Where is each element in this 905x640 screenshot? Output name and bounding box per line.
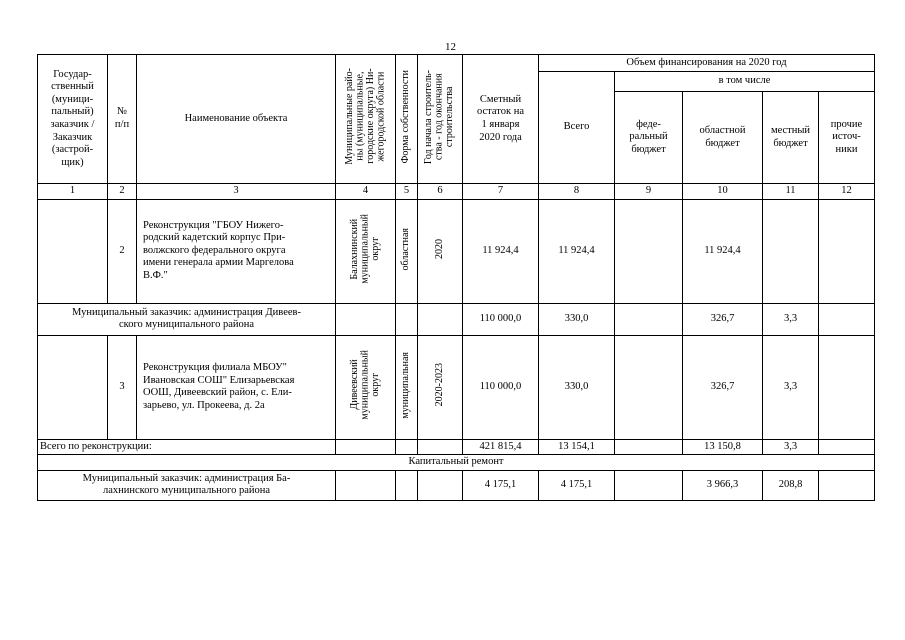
cell-federal bbox=[615, 199, 683, 303]
header-local: местный бюджет bbox=[763, 92, 819, 184]
header-regional: областной бюджет bbox=[683, 92, 763, 184]
section-title: Капитальный ремонт bbox=[38, 455, 875, 471]
cell-num: 2 bbox=[108, 199, 137, 303]
cell-total: 11 924,4 bbox=[539, 199, 615, 303]
cell-local: 208,8 bbox=[763, 470, 819, 500]
cell-regional: 3 966,3 bbox=[683, 470, 763, 500]
cell-regional: 326,7 bbox=[683, 335, 763, 439]
col-number: 11 bbox=[763, 184, 819, 200]
cell-other bbox=[819, 199, 875, 303]
cell-estimated: 110 000,0 bbox=[463, 335, 539, 439]
cell-other bbox=[819, 335, 875, 439]
header-other: прочие источ- ники bbox=[819, 92, 875, 184]
col-number: 6 bbox=[418, 184, 463, 200]
cell-total: 330,0 bbox=[539, 303, 615, 335]
cell-years-text: 2020 bbox=[433, 238, 445, 259]
col-number: 12 bbox=[819, 184, 875, 200]
customer-row bbox=[38, 470, 875, 500]
total-label: Всего по реконструкции: bbox=[38, 439, 336, 455]
col-number: 8 bbox=[539, 184, 615, 200]
header-including: в том числе bbox=[615, 72, 875, 92]
customer-row bbox=[38, 303, 875, 335]
cell-regional: 13 150,8 bbox=[683, 439, 763, 455]
cell-estimated: 421 815,4 bbox=[463, 439, 539, 455]
cell-federal bbox=[615, 439, 683, 455]
header-ownership bbox=[396, 55, 418, 184]
cell-ownership bbox=[396, 303, 418, 335]
table-row bbox=[38, 199, 875, 303]
cell-object-name: Реконструкция "ГБОУ Нижего- родский кадетский корпус При- волжского федерального округа имени генерала армии Маргелова В.Ф." bbox=[137, 199, 336, 303]
header-municipality bbox=[336, 55, 396, 184]
cell-estimated: 4 175,1 bbox=[463, 470, 539, 500]
cell-municipality bbox=[336, 335, 396, 439]
total-row bbox=[38, 439, 875, 455]
cell-federal bbox=[615, 470, 683, 500]
cell-local: 3,3 bbox=[763, 303, 819, 335]
page-number: 12 bbox=[445, 41, 456, 53]
cell-other bbox=[819, 470, 875, 500]
col-number: 1 bbox=[38, 184, 108, 200]
cell-municipality-text: Балахнинский муниципальный округ bbox=[348, 214, 381, 284]
customer-label: Муниципальный заказчик: администрация Дивеев- ского муниципального района bbox=[38, 303, 336, 335]
col-number: 2 bbox=[108, 184, 137, 200]
cell-federal bbox=[615, 303, 683, 335]
cell-total: 13 154,1 bbox=[539, 439, 615, 455]
cell-ownership-text: муниципальная bbox=[400, 351, 412, 419]
cell-total: 330,0 bbox=[539, 335, 615, 439]
header-row-1 bbox=[38, 55, 875, 72]
customer-label: Муниципальный заказчик: администрация Ба- лахнинского муниципального района bbox=[38, 470, 336, 500]
cell-municipality bbox=[336, 199, 396, 303]
cell-municipality bbox=[336, 439, 396, 455]
header-funding-volume: Объем финансирования на 2020 год bbox=[539, 55, 875, 72]
header-municipality-text: Муниципальные райо- ны (муниципальные, городские округа) Ни- жегородской области bbox=[343, 68, 386, 165]
cell-ownership bbox=[396, 439, 418, 455]
cell-other bbox=[819, 439, 875, 455]
header-total: Всего bbox=[539, 72, 615, 184]
funding-table bbox=[37, 54, 875, 501]
cell-total: 4 175,1 bbox=[539, 470, 615, 500]
cell-municipality bbox=[336, 303, 396, 335]
cell-municipality bbox=[336, 470, 396, 500]
cell-estimated: 110 000,0 bbox=[463, 303, 539, 335]
cell-local: 3,3 bbox=[763, 439, 819, 455]
cell-years-text: 2020-2023 bbox=[433, 363, 445, 407]
col-number: 3 bbox=[137, 184, 336, 200]
col-number: 7 bbox=[463, 184, 539, 200]
cell-regional: 326,7 bbox=[683, 303, 763, 335]
cell-object-name: Реконструкция филиала МБОУ" Ивановская СОШ" Елизарьевская ООШ, Дивеевский район, с. Ели- зарьево, ул. Прокеева, д. 2а bbox=[137, 335, 336, 439]
cell-customer bbox=[38, 199, 108, 303]
cell-years bbox=[418, 439, 463, 455]
cell-ownership-text: областная bbox=[400, 227, 412, 271]
header-ownership-text: Форма собственности bbox=[400, 69, 412, 164]
section-row bbox=[38, 455, 875, 471]
col-number: 9 bbox=[615, 184, 683, 200]
cell-federal bbox=[615, 335, 683, 439]
header-years-text: Год начала строитель- ства - год окончания строительства bbox=[423, 69, 456, 164]
cell-years bbox=[418, 335, 463, 439]
cell-ownership bbox=[396, 199, 418, 303]
header-federal: феде- ральный бюджет bbox=[615, 92, 683, 184]
cell-regional: 11 924,4 bbox=[683, 199, 763, 303]
cell-ownership bbox=[396, 335, 418, 439]
cell-years bbox=[418, 303, 463, 335]
col-number: 4 bbox=[336, 184, 396, 200]
cell-other bbox=[819, 303, 875, 335]
table-row bbox=[38, 335, 875, 439]
cell-municipality-text: Дивеевский муниципальный округ bbox=[348, 350, 381, 420]
cell-num: 3 bbox=[108, 335, 137, 439]
cell-years bbox=[418, 470, 463, 500]
cell-customer bbox=[38, 335, 108, 439]
col-number: 10 bbox=[683, 184, 763, 200]
cell-ownership bbox=[396, 470, 418, 500]
header-customer: Государ- ственный (муници- пальный) заказчик / Заказчик (застрой- щик) bbox=[38, 55, 108, 184]
cell-years bbox=[418, 199, 463, 303]
header-estimated-balance: Сметный остаток на 1 января 2020 года bbox=[463, 55, 539, 184]
cell-estimated: 11 924,4 bbox=[463, 199, 539, 303]
cell-local bbox=[763, 199, 819, 303]
cell-local: 3,3 bbox=[763, 335, 819, 439]
header-num: № п/п bbox=[108, 55, 137, 184]
col-number: 5 bbox=[396, 184, 418, 200]
header-years bbox=[418, 55, 463, 184]
column-numbers-row bbox=[38, 184, 875, 200]
header-object-name: Наименование объекта bbox=[137, 55, 336, 184]
